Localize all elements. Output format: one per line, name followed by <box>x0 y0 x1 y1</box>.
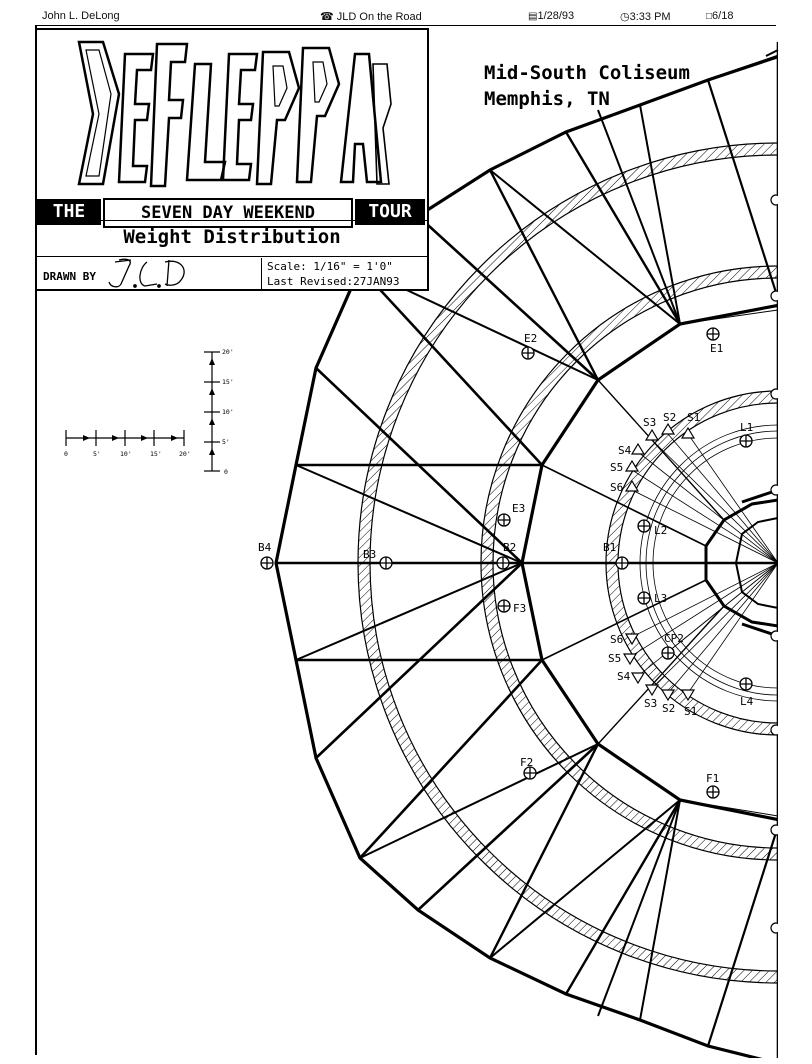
label-upper-S3: S3 <box>643 416 657 429</box>
fax-time: ◷3:33 PM <box>620 11 671 23</box>
band-logo <box>73 34 393 194</box>
vertical-scale-bar <box>204 352 220 471</box>
label-L4: L4 <box>740 695 754 708</box>
title-block <box>35 28 429 291</box>
scale-text: Scale: 1/16" = 1'0" <box>267 260 393 273</box>
label-B4: B4 <box>258 541 272 554</box>
label-B2: B2 <box>503 541 517 554</box>
fax-page: □6/18 <box>706 10 734 22</box>
label-E2: E2 <box>524 332 538 345</box>
point-CP2 <box>662 647 674 659</box>
tour-the: THE <box>37 199 101 225</box>
fax-sender: John L. DeLong <box>42 10 120 22</box>
label-lower-S5: S5 <box>608 652 622 665</box>
point-F1 <box>707 786 719 798</box>
title-rule-1 <box>37 220 427 221</box>
tour-word: TOUR <box>355 199 425 225</box>
venue-name: Mid-South Coliseum <box>484 62 690 84</box>
label-upper-S5: S5 <box>610 461 624 474</box>
drawn-by-label: DRAWN BY <box>43 270 96 283</box>
label-B1: B1 <box>603 541 617 554</box>
point-E3 <box>498 514 510 526</box>
point-E1 <box>707 328 719 340</box>
label-L2: L2 <box>654 524 668 537</box>
point-L4 <box>740 678 752 690</box>
vscale-15: 15' <box>222 378 234 386</box>
hscale-15: 15' <box>150 450 162 458</box>
label-lower-S3: S3 <box>644 697 658 710</box>
label-E1: E1 <box>710 342 724 355</box>
label-CP2: CP2 <box>664 632 684 645</box>
label-L1: L1 <box>740 421 754 434</box>
hscale-0: 0 <box>64 450 68 458</box>
label-F1: F1 <box>706 772 720 785</box>
label-F3: F3 <box>513 602 527 615</box>
fax-icon: ▤ <box>528 11 538 22</box>
hscale-5: 5' <box>93 450 101 458</box>
title-rule-2 <box>37 256 427 257</box>
fax-date: ▤1/28/93 <box>528 10 575 22</box>
venue-city: Memphis, TN <box>484 88 610 110</box>
tour-name: SEVEN DAY WEEKEND <box>103 198 353 228</box>
point-L3 <box>638 592 650 604</box>
page-icon: □ <box>706 11 713 22</box>
label-lower-S2: S2 <box>662 702 676 715</box>
label-L3: L3 <box>654 592 668 605</box>
point-L1 <box>740 435 752 447</box>
venue-label <box>484 60 690 112</box>
point-L2 <box>638 520 650 532</box>
hscale-10: 10' <box>120 450 132 458</box>
horizontal-scale-bar <box>66 430 184 446</box>
point-E2 <box>522 347 534 359</box>
label-upper-S2: S2 <box>663 411 677 424</box>
clock-icon: ◷ <box>620 11 630 23</box>
point-B1 <box>616 557 628 569</box>
title-divider <box>261 258 262 291</box>
vscale-20: 20' <box>222 348 234 356</box>
label-lower-S4: S4 <box>617 670 631 683</box>
label-upper-S6: S6 <box>610 481 624 494</box>
label-upper-S1: S1 <box>687 411 701 424</box>
vscale-0: 0 <box>224 468 228 476</box>
label-lower-S1: S1 <box>684 705 698 718</box>
last-revised-text: Last Revised:27JAN93 <box>267 275 400 288</box>
phone-icon: ☎ <box>320 11 334 23</box>
point-B3 <box>380 557 392 569</box>
label-F2: F2 <box>520 756 534 769</box>
label-B3: B3 <box>363 548 377 561</box>
label-lower-S6: S6 <box>610 633 624 646</box>
tour-banner <box>37 198 427 228</box>
vscale-5: 5' <box>222 438 230 446</box>
point-F3 <box>498 600 510 612</box>
drawn-by-signature <box>105 256 195 290</box>
point-B2 <box>497 557 509 569</box>
hscale-20: 20' <box>179 450 191 458</box>
label-E3: E3 <box>512 502 526 515</box>
drawing-title: Weight Distribution <box>123 226 341 248</box>
label-upper-S4: S4 <box>618 444 632 457</box>
point-B4 <box>261 557 273 569</box>
vscale-10: 10' <box>222 408 234 416</box>
fax-station: ☎ JLD On the Road <box>320 11 422 23</box>
